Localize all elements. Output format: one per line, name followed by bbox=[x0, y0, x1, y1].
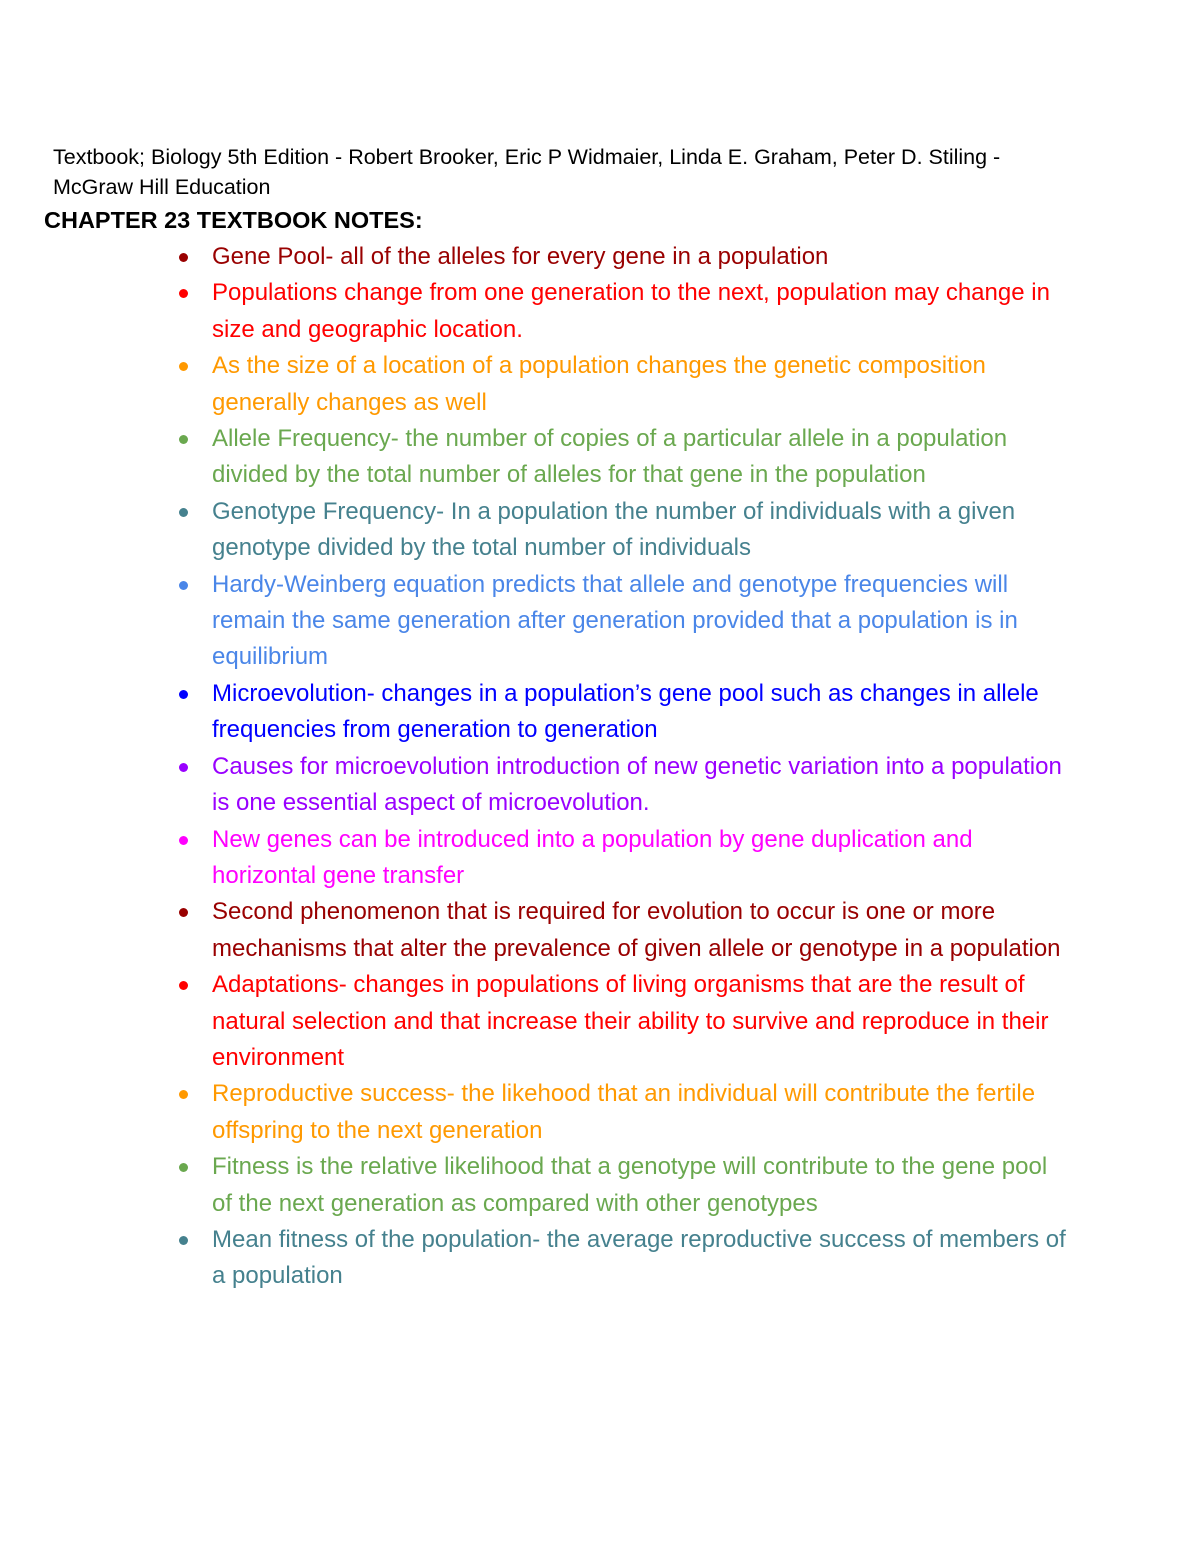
bullet-icon bbox=[179, 981, 188, 990]
note-item bbox=[0, 676, 1072, 749]
note-text: Populations change from one generation to the next, population may change in size and geographic location. bbox=[212, 279, 1050, 343]
bullet-icon bbox=[179, 581, 188, 590]
note-text: Hardy-Weinberg equation predicts that allele and genotype frequencies will remain the same generation after generation provided that a population is in equilibrium bbox=[212, 570, 1018, 671]
note-item bbox=[0, 894, 1072, 967]
bullet-icon bbox=[179, 836, 188, 845]
note-text: Adaptations- changes in populations of living organisms that are the result of natural selection and that increase their ability to survive and reproduce in their environment bbox=[212, 971, 1049, 1071]
note-item bbox=[0, 494, 1072, 567]
bullet-icon bbox=[179, 435, 188, 444]
bullet-icon bbox=[179, 1090, 188, 1099]
note-item bbox=[0, 1076, 1072, 1149]
note-text: Mean fitness of the population- the average reproductive success of members of a population bbox=[212, 1225, 1066, 1290]
bullet-icon bbox=[179, 690, 188, 699]
note-text: New genes can be introduced into a population by gene duplication and horizontal gene transfer bbox=[212, 825, 973, 889]
bullet-icon bbox=[179, 253, 188, 262]
note-item bbox=[0, 1149, 1072, 1222]
chapter-heading: CHAPTER 23 TEXTBOOK NOTES: bbox=[44, 207, 423, 233]
note-text: Gene Pool- all of the alleles for every gene in a population bbox=[212, 243, 829, 270]
textbook-citation: Textbook; Biology 5th Edition - Robert Brooker, Eric P Widmaier, Linda E. Graham, Peter D. Stiling - McGraw Hill Education bbox=[53, 145, 1001, 199]
note-item bbox=[0, 567, 1072, 676]
note-text: As the size of a location of a population changes the genetic composition generally changes as well bbox=[212, 352, 986, 416]
bullet-icon bbox=[179, 908, 188, 917]
note-item bbox=[0, 275, 1072, 348]
note-item bbox=[0, 1222, 1072, 1295]
note-item bbox=[0, 421, 1072, 494]
note-text: Second phenomenon that is required for evolution to occur is one or more mechanisms that alter the prevalence of given allele or genotype in a population bbox=[212, 898, 1061, 962]
note-item bbox=[0, 348, 1072, 421]
note-text: Microevolution- changes in a population’s gene pool such as changes in allele frequencies from generation to generation bbox=[212, 679, 1039, 744]
note-item bbox=[0, 749, 1072, 822]
notes-list bbox=[0, 239, 1200, 1295]
note-text: Causes for microevolution introduction of new genetic variation into a population is one essential aspect of microevolution. bbox=[212, 752, 1062, 817]
bullet-icon bbox=[179, 763, 188, 772]
bullet-icon bbox=[179, 508, 188, 517]
bullet-icon bbox=[179, 362, 188, 371]
note-text: Allele Frequency- the number of copies of a particular allele in a population divided by the total number of alleles for that gene in the population bbox=[212, 425, 1008, 489]
note-text: Genotype Frequency- In a population the number of individuals with a given genotype divided by the total number of individuals bbox=[212, 497, 1016, 562]
bullet-icon bbox=[179, 1236, 188, 1245]
note-item bbox=[0, 822, 1072, 895]
bullet-icon bbox=[179, 1163, 188, 1172]
note-item bbox=[0, 239, 1072, 275]
note-text: Reproductive success- the likehood that an individual will contribute the fertile offspring to the next generation bbox=[212, 1080, 1036, 1144]
note-text: Fitness is the relative likelihood that a genotype will contribute to the gene pool of the next generation as compared with other genotypes bbox=[212, 1153, 1048, 1217]
bullet-icon bbox=[179, 289, 188, 298]
note-item bbox=[0, 967, 1072, 1076]
